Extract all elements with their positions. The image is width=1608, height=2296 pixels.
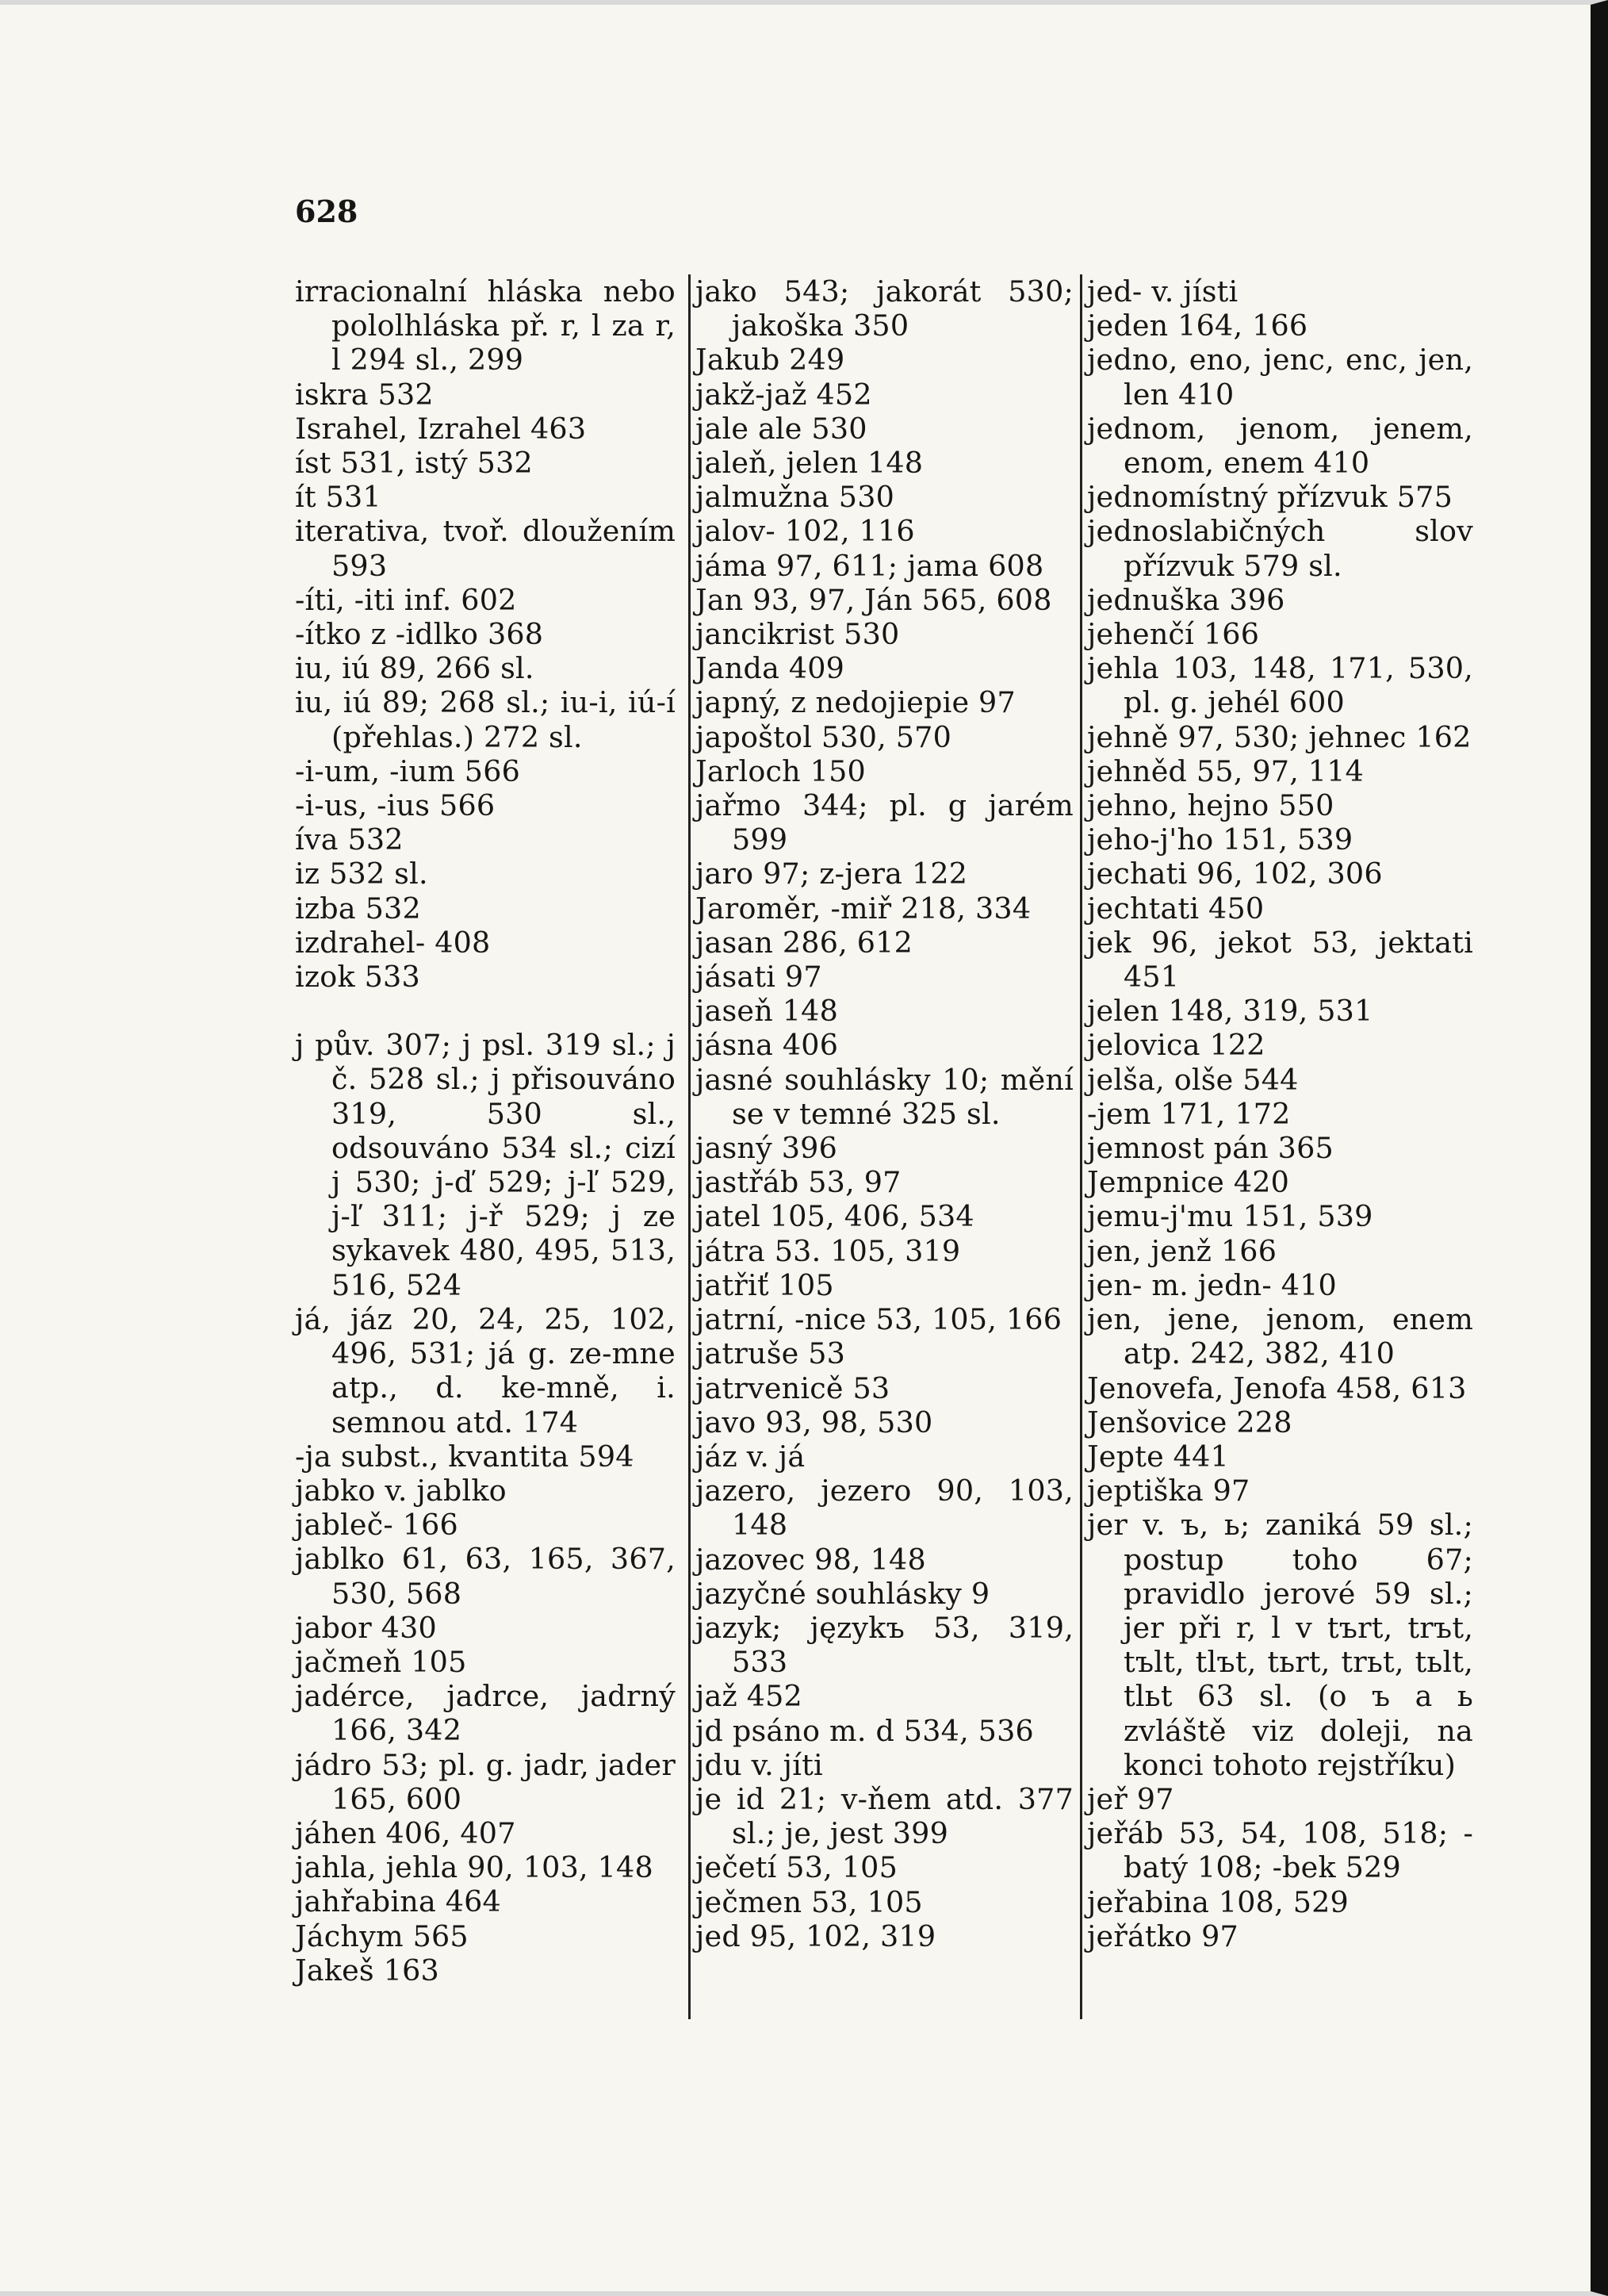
index-entry: jahřabina 464 bbox=[295, 1884, 501, 1919]
index-entry: jabko v. jablko bbox=[295, 1473, 507, 1508]
index-entry: Jaroměr, -miř 218, 334 bbox=[695, 891, 1032, 926]
index-entry: jazero, jezero 90, 103, 148 bbox=[695, 1474, 1074, 1543]
index-entry: jednoslabičných slov přízvuk 579 sl. bbox=[1087, 514, 1473, 583]
index-entry: jancikrist 530 bbox=[695, 617, 900, 652]
index-entry: jemnost pán 365 bbox=[1087, 1131, 1334, 1166]
index-entry: irracionalní hláska nebo pololhláska př. r, l za r, l 294 sl., 299 bbox=[295, 274, 676, 378]
index-entry: jeden 164, 166 bbox=[1087, 309, 1308, 343]
index-entry: jaž 452 bbox=[695, 1679, 802, 1714]
index-entry: jazyčné souhlásky 9 bbox=[695, 1576, 990, 1611]
index-entry: Jepte 441 bbox=[1087, 1439, 1229, 1474]
index-entry: jelen 148, 319, 531 bbox=[1087, 994, 1373, 1029]
index-entry: jechati 96, 102, 306 bbox=[1087, 857, 1383, 891]
index-entry: jed- v. jísti bbox=[1087, 274, 1239, 309]
index-entry: jehla 103, 148, 171, 530, pl. g. jehél 600 bbox=[1087, 651, 1473, 720]
index-entry: -jem 171, 172 bbox=[1087, 1096, 1291, 1131]
index-entry: jdu v. jíti bbox=[695, 1747, 823, 1782]
index-entry: iz 532 sl. bbox=[295, 857, 428, 891]
index-entry: jeřabina 108, 529 bbox=[1087, 1884, 1349, 1919]
index-entry: jeřáb 53, 54, 108, 518; -batý 108; -bek 529 bbox=[1087, 1816, 1473, 1885]
index-entry: jastřáb 53, 97 bbox=[695, 1165, 902, 1200]
index-entry: jeřátko 97 bbox=[1087, 1918, 1239, 1953]
index-entry: jatrvenicě 53 bbox=[695, 1370, 890, 1405]
index-entry: ječetí 53, 105 bbox=[695, 1850, 898, 1885]
index-entry: -ítko z -idlko 368 bbox=[295, 617, 544, 652]
index-entry: ječmen 53, 105 bbox=[695, 1884, 923, 1919]
index-entry: jalmužna 530 bbox=[695, 480, 895, 515]
index-entry: -i-um, -ium 566 bbox=[295, 753, 521, 788]
index-entry: jen, jenž 166 bbox=[1087, 1233, 1277, 1268]
index-entry: jatrní, -nice 53, 105, 166 bbox=[695, 1302, 1062, 1337]
index-entry: jasné souhlásky 10; mění se v temné 325 sl. bbox=[695, 1062, 1074, 1131]
index-column-1 bbox=[295, 274, 676, 2019]
index-entry: jale ale 530 bbox=[695, 411, 867, 446]
index-entry: Jempnice 420 bbox=[1087, 1165, 1290, 1200]
index-entry: Janda 409 bbox=[695, 651, 845, 686]
index-entry: jasan 286, 612 bbox=[695, 925, 913, 960]
index-entry: j pův. 307; j psl. 319 sl.; j č. 528 sl.; j přisouváno 319, 530 sl., odsouváno 534 sl.; cizí j 530; j-ď 529; j-ľ 529, j-ľ 311; j-ř 529; j ze sykavek 480, 495, 513, 516, 524 bbox=[295, 1028, 676, 1302]
index-entry: jádro 53; pl. g. jadr, jader 165, 600 bbox=[295, 1747, 676, 1816]
index-entry: jelša, olše 544 bbox=[1087, 1062, 1299, 1097]
index-entry: jačmeň 105 bbox=[295, 1644, 467, 1679]
index-entry: jed 95, 102, 319 bbox=[695, 1918, 936, 1953]
index-entry: je id 21; v-ňem atd. 377 sl.; je, jest 399 bbox=[695, 1781, 1074, 1851]
index-entry: iterativa, tvoř. dloužením 593 bbox=[295, 514, 676, 583]
index-entry: jáhen 406, 407 bbox=[295, 1815, 516, 1850]
index-entry: jaleň, jelen 148 bbox=[695, 446, 924, 481]
index-entry: jaro 97; z-jera 122 bbox=[695, 857, 968, 891]
index-entry: jd psáno m. d 534, 536 bbox=[695, 1713, 1034, 1748]
index-entry: jazovec 98, 148 bbox=[695, 1542, 926, 1577]
index-entry: jatel 105, 406, 534 bbox=[695, 1199, 974, 1234]
index-entry: japný, z nedojiepie 97 bbox=[695, 685, 1016, 720]
index-entry: jakž-jaž 452 bbox=[695, 377, 872, 412]
index-entry: já, jáz 20, 24, 25, 102, 496, 531; já g. ze-mne atp., d. ke-mně, i. semnou atd. 174 bbox=[295, 1301, 676, 1439]
index-entry: jehno, hejno 550 bbox=[1087, 788, 1334, 823]
index-entry: játra 53. 105, 319 bbox=[695, 1233, 961, 1268]
index-entry: jaseň 148 bbox=[695, 994, 838, 1029]
index-entry: jáma 97, 611; jama 608 bbox=[695, 548, 1044, 583]
index-entry: Jakeš 163 bbox=[295, 1953, 439, 1987]
index-entry: jablko 61, 63, 165, 367, 530, 568 bbox=[295, 1542, 676, 1611]
page-number: 628 bbox=[295, 194, 358, 229]
index-entry: Jáchym 565 bbox=[295, 1918, 469, 1953]
index-entry: jako 543; jakorát 530; jakoška 350 bbox=[695, 274, 1074, 343]
index-entry: jatřiť 105 bbox=[695, 1267, 834, 1302]
index-entry: Jan 93, 97, Ján 565, 608 bbox=[695, 582, 1052, 617]
index-entry: jedno, eno, jenc, enc, jen, len 410 bbox=[1087, 343, 1473, 412]
index-entry: -ja subst., kvantita 594 bbox=[295, 1439, 634, 1474]
index-entry: jednomístný přízvuk 575 bbox=[1087, 480, 1453, 515]
index-entry: Jakub 249 bbox=[695, 343, 845, 378]
index-entry: Israhel, Izrahel 463 bbox=[295, 411, 587, 446]
index-entry: jazyk; językъ 53, 319, 533 bbox=[695, 1610, 1074, 1680]
index-entry: javo 93, 98, 530 bbox=[695, 1405, 933, 1439]
index-entry: japoštol 530, 570 bbox=[695, 719, 952, 754]
index-entry: Jenšovice 228 bbox=[1087, 1405, 1292, 1439]
index-entry: jednuška 396 bbox=[1087, 582, 1285, 617]
index-entry: iu, iú 89; 268 sl.; iu-i, iú-í (přehlas.) 272 sl. bbox=[295, 685, 676, 754]
index-entry: jen- m. jedn- 410 bbox=[1087, 1267, 1337, 1302]
index-entry: jehněd 55, 97, 114 bbox=[1087, 753, 1365, 788]
index-entry: jalov- 102, 116 bbox=[695, 514, 915, 549]
index-entry: jeř 97 bbox=[1087, 1781, 1174, 1816]
index-entry: Jenovefa, Jenofa 458, 613 bbox=[1087, 1370, 1467, 1405]
index-entry: jehně 97, 530; jehnec 162 bbox=[1087, 719, 1472, 754]
index-entry: íst 531, istý 532 bbox=[295, 446, 533, 481]
index-entry: izok 533 bbox=[295, 960, 420, 995]
index-entry: jabor 430 bbox=[295, 1610, 437, 1645]
index-entry: jemu-j'mu 151, 539 bbox=[1087, 1199, 1373, 1234]
index-entry: -i-us, -ius 566 bbox=[295, 788, 496, 823]
index-entry: jen, jene, jenom, enem atp. 242, 382, 410 bbox=[1087, 1302, 1473, 1371]
index-entry: jařmo 344; pl. g jarém 599 bbox=[695, 788, 1074, 857]
index-entry: jehenčí 166 bbox=[1087, 617, 1260, 652]
index-entry: jek 96, jekot 53, jektati 451 bbox=[1087, 925, 1473, 995]
index-entry: íva 532 bbox=[295, 822, 404, 857]
index-entry: jasný 396 bbox=[695, 1131, 838, 1166]
index-entry: -íti, -iti inf. 602 bbox=[295, 582, 517, 617]
index-entry: jechtati 450 bbox=[1087, 891, 1265, 926]
index-entry: jáz v. já bbox=[695, 1439, 806, 1474]
index-entry: jásati 97 bbox=[695, 960, 822, 995]
index-entry: jeho-j'ho 151, 539 bbox=[1087, 822, 1353, 857]
index-column-2 bbox=[688, 274, 1074, 2019]
index-entry: Jarloch 150 bbox=[695, 753, 866, 788]
index-entry: jer v. ъ, ь; zaniká 59 sl.; postup toho 67; pravidlo jerové 59 sl.; jer při r, l v tъrt, trъt, tъlt, tlъt, tьrt, trьt, tьlt, tlьt 63 sl. (o ъ a ь zvláště viz doleji, na konci tohoto rejstříku) bbox=[1087, 1508, 1473, 1782]
index-entry: izdrahel- 408 bbox=[295, 925, 491, 960]
index-entry: jadérce, jadrce, jadrný 166, 342 bbox=[295, 1679, 676, 1748]
index-entry: jableč- 166 bbox=[295, 1508, 458, 1543]
index-entry: jelovica 122 bbox=[1087, 1028, 1265, 1063]
index-entry: iu, iú 89, 266 sl. bbox=[295, 651, 534, 686]
index-entry: jednom, jenom, jenem, enom, enem 410 bbox=[1087, 411, 1473, 481]
index-entry: ít 531 bbox=[295, 480, 381, 515]
index-entry: jásna 406 bbox=[695, 1028, 839, 1063]
index-entry: jatruše 53 bbox=[695, 1336, 846, 1371]
index-entry: jeptiška 97 bbox=[1087, 1474, 1250, 1508]
index-entry: iskra 532 bbox=[295, 377, 434, 412]
index-entry: jahla, jehla 90, 103, 148 bbox=[295, 1850, 653, 1885]
index-column-3 bbox=[1080, 274, 1473, 2019]
index-entry: izba 532 bbox=[295, 891, 421, 926]
